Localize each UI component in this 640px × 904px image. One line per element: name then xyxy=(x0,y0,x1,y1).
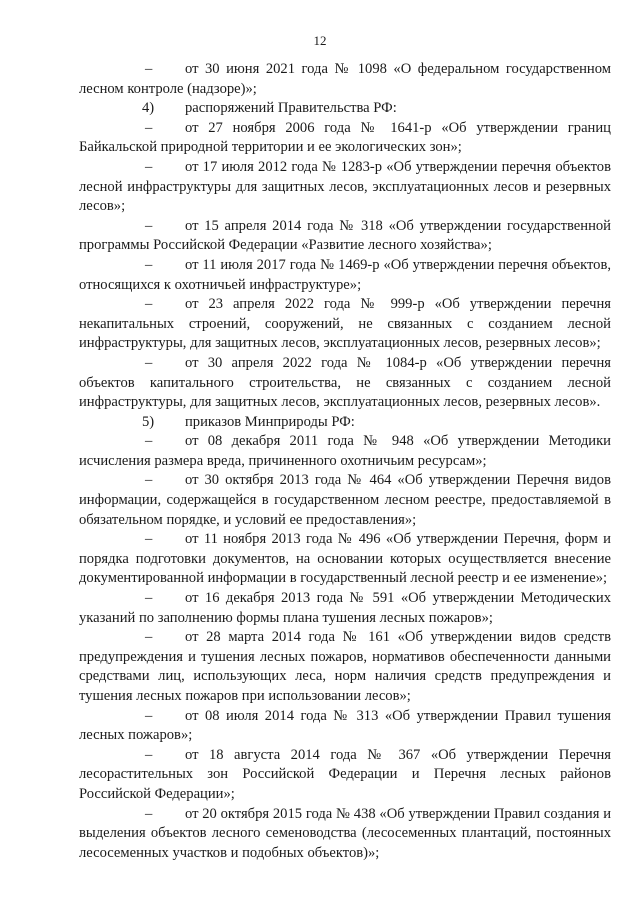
list-marker: – xyxy=(145,433,153,450)
list-item-text: от 11 ноября 2013 года № 496 «Об утверждении Перечня, форм и порядка подготовки документов, на основании которых осуществляется внесение документированной информации в государственный лесной реестр и ее изменение»; xyxy=(79,531,611,587)
list-item-text: от 08 декабря 2011 года № 948 «Об утверждении Методики исчисления размера вреда, причиненного охотничьим ресурсам»; xyxy=(79,433,611,469)
list-marker: – xyxy=(145,746,153,763)
list-item-text: от 30 апреля 2022 года № 1084-р «Об утверждении перечня объектов капитального строительства, не связанных с созданием лесной инфраструктуры, для защитных лесов, эксплуатационных лесов, резервных лесов». xyxy=(79,354,611,411)
list-item xyxy=(79,589,611,628)
list-item xyxy=(79,471,611,530)
list-item-text: распоряжений Правительства РФ: xyxy=(185,100,397,117)
list-marker: – xyxy=(145,531,153,548)
list-item-text: от 15 апреля 2014 года № 318 «Об утверждении государственной программы Российской Федерации «Развитие лесного хозяйства»; xyxy=(79,217,611,254)
list-item xyxy=(79,60,611,99)
list-item xyxy=(79,746,611,805)
list-marker: 4) xyxy=(142,100,155,117)
list-item xyxy=(79,707,611,746)
list-item-text: от 16 декабря 2013 года № 591 «Об утверждении Методических указаний по заполнению формы плана тушения лесных пожаров»; xyxy=(79,590,611,626)
list-item xyxy=(79,805,611,864)
list-marker: 5) xyxy=(142,413,155,430)
list-item-text: от 17 июля 2012 года № 1283-р «Об утверждении перечня объектов лесной инфраструктуры для защитных лесов, эксплуатационных лесов и резервных лесов»; xyxy=(79,158,611,215)
list-item-text: от 30 октября 2013 года № 464 «Об утверждении Перечня видов информации, содержащейся в государственном лесном реестре, предоставляемой в обязательном порядке, и условий ее предоставления»; xyxy=(79,472,611,528)
list-marker: – xyxy=(145,354,153,371)
list-marker: – xyxy=(145,629,153,646)
list-item xyxy=(79,295,611,354)
list-item-text: от 18 августа 2014 года № 367 «Об утверждении Перечня лесорастительных зон Российской Федерации и Перечня лесных районов Российской Федерации»; xyxy=(79,746,611,802)
list-item-text: от 11 июля 2017 года № 1469-р «Об утверждении перечня объектов, относящихся к охотничьей инфраструктуре»; xyxy=(79,256,611,293)
list-item-text: от 30 июня 2021 года № 1098 «О федеральном государственном лесном контроле (надзоре)»; xyxy=(79,61,611,97)
list-marker: – xyxy=(145,217,153,234)
page-number: 12 xyxy=(313,33,327,48)
list-item xyxy=(79,432,611,471)
list-item xyxy=(79,256,611,295)
list-item-text: от 27 ноября 2006 года № 1641-р «Об утверждении границ Байкальской природной территории и ее экологических зон»; xyxy=(79,119,611,156)
list-item xyxy=(79,99,611,119)
list-marker: – xyxy=(145,158,153,175)
list-item xyxy=(79,413,611,433)
list-marker: – xyxy=(145,296,153,313)
list-item-text: от 20 октября 2015 года № 438 «Об утверждении Правил создания и выделения объектов лесного семеноводства (лесосеменных плантаций, постоянных лесосеменных участков и подобных объектов)»; xyxy=(79,805,611,861)
list-marker: – xyxy=(145,61,153,77)
list-item xyxy=(79,217,611,256)
list-item xyxy=(79,158,611,217)
list-item xyxy=(79,628,611,706)
list-marker: – xyxy=(145,472,153,489)
list-item-text: от 08 июля 2014 года № 313 «Об утверждении Правил тушения лесных пожаров»; xyxy=(79,707,611,744)
list-item-text: от 23 апреля 2022 года № 999-р «Об утверждении перечня некапитальных строений, сооружений, не связанных с созданием лесной инфраструктуры, для защитных лесов, эксплуатационных лесов, резервных лесов»; xyxy=(79,296,611,352)
list-item-text: приказов Минприроды РФ: xyxy=(185,413,355,430)
list-item xyxy=(79,354,611,413)
list-marker: – xyxy=(145,119,153,136)
list-item-text: от 28 марта 2014 года № 161 «Об утверждении видов средств предупреждения и тушения лесных пожаров, нормативов обеспеченности данными средствами лиц, использующих леса, норм наличия средств предупреждения и тушения лесных пожаров при использовании лесов»; xyxy=(79,629,611,704)
list-marker: – xyxy=(145,805,153,822)
list-marker: – xyxy=(145,707,153,724)
list-item xyxy=(79,530,611,589)
list-item xyxy=(79,119,611,158)
list-marker: – xyxy=(145,256,153,273)
list-marker: – xyxy=(145,590,153,607)
document-body xyxy=(79,60,611,863)
